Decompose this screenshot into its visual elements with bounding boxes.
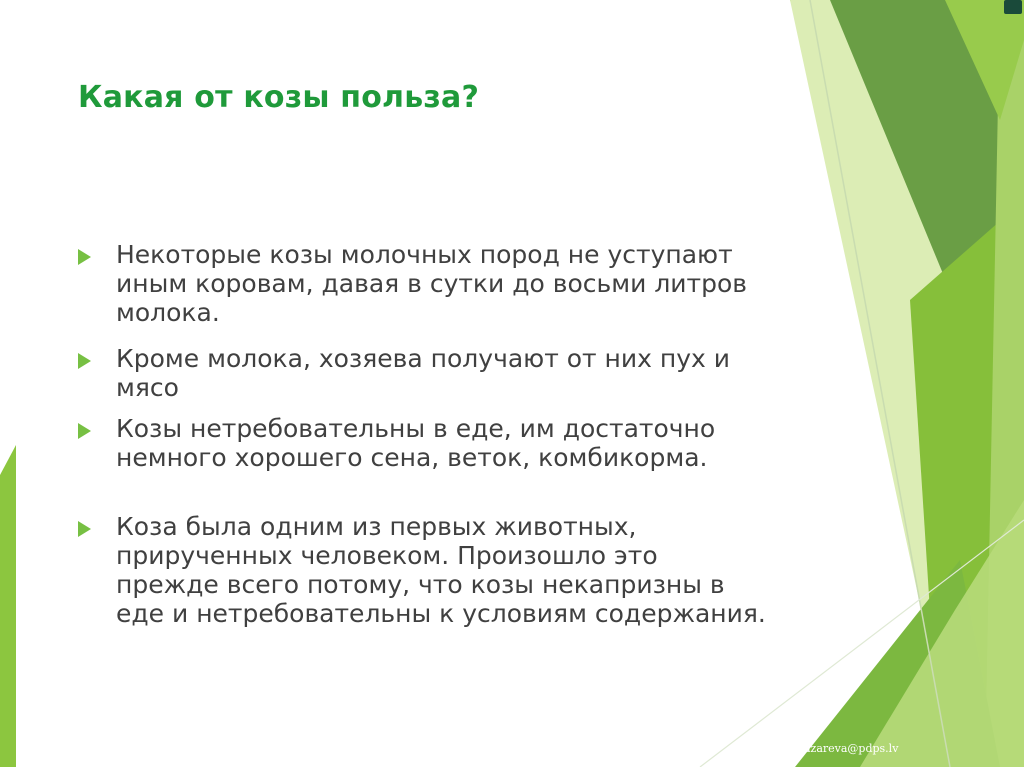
bullet-text: Козы нетребовательны в еде, им достаточно немного хорошего сена, веток, комбикорма. xyxy=(116,414,716,472)
right-triangle-icon xyxy=(78,521,91,537)
right-triangle-icon xyxy=(78,249,91,265)
bullet-text: Некоторые козы молочных пород не уступают иным коровам, давая в сутки до восьми литров молока. xyxy=(116,240,748,327)
left-accent-shape xyxy=(0,445,16,767)
bullet-text: Кроме молока, хозяева получают от них пух и мясо xyxy=(116,344,730,402)
corner-logo-icon xyxy=(1004,0,1022,14)
right-triangle-icon xyxy=(78,423,91,439)
footer-contact: , e-mail: lazareva@pdps.lv xyxy=(752,742,899,755)
right-triangle-icon xyxy=(78,353,91,369)
slide-title: Какая от козы польза? xyxy=(78,80,480,115)
bullet-text: Коза была одним из первых животных, прирученных человеком. Произошло это прежде всего потому, что козы некапризны в еде и нетребовательны к условиям содержания. xyxy=(116,512,766,628)
